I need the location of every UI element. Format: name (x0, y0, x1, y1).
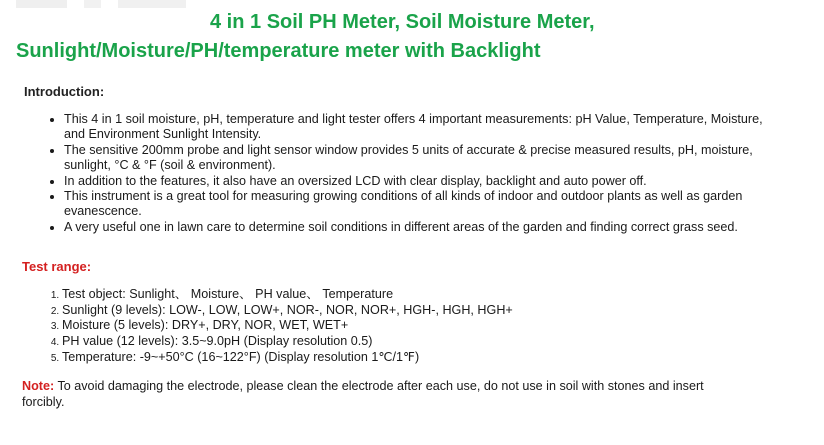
list-item: • This instrument is a great tool for measuring growing conditions of all kinds of indoor and outdoor plants as well as garden evanescence. (64, 189, 764, 220)
list-item: 2. Sunlight (9 levels): LOW-, LOW, LOW+, NOR-, NOR, NOR+, HGH-, HGH, HGH+ (62, 303, 762, 319)
list-item: 4. PH value (12 levels): 3.5~9.0pH (Display resolution 0.5) (62, 334, 762, 350)
list-item: 3. Moisture (5 levels): DRY+, DRY, NOR, WET, WET+ (62, 318, 762, 334)
list-item: 1. Test object: Sunlight、 Moisture、 PH value、 Temperature (62, 287, 762, 303)
note-paragraph (22, 379, 722, 410)
note-label: Note: (22, 379, 55, 393)
faded-header-remnant (16, 0, 186, 8)
list-item: • This 4 in 1 soil moisture, pH, temperature and light tester offers 4 important measurements: pH Value, Temperature, Moisture, and Environment Sunlight Intensity. (64, 112, 764, 143)
product-title-line-1: 4 in 1 Soil PH Meter, Soil Moisture Meter, (210, 11, 595, 33)
introduction-list (44, 112, 764, 235)
introduction-heading: Introduction: (24, 84, 105, 99)
test-range-list (40, 287, 762, 366)
product-title-line-2: Sunlight/Moisture/PH/temperature meter with Backlight (16, 40, 541, 62)
list-item: • A very useful one in lawn care to determine soil conditions in different areas of the garden and finding correct grass seed. (64, 220, 764, 235)
list-item: • The sensitive 200mm probe and light sensor window provides 5 units of accurate & precise measured results, pH, moisture, sunlight, °C & °F (soil & environment). (64, 143, 764, 174)
list-item: 5. Temperature: -9~+50°C (16~122°F) (Display resolution 1℃/1℉) (62, 350, 762, 366)
note-text: To avoid damaging the electrode, please clean the electrode after each use, do not use in soil with stones and insert forcibly. (22, 379, 704, 409)
test-range-heading: Test range: (22, 259, 92, 274)
list-item: • In addition to the features, it also have an oversized LCD with clear display, backlight and auto power off. (64, 174, 764, 189)
